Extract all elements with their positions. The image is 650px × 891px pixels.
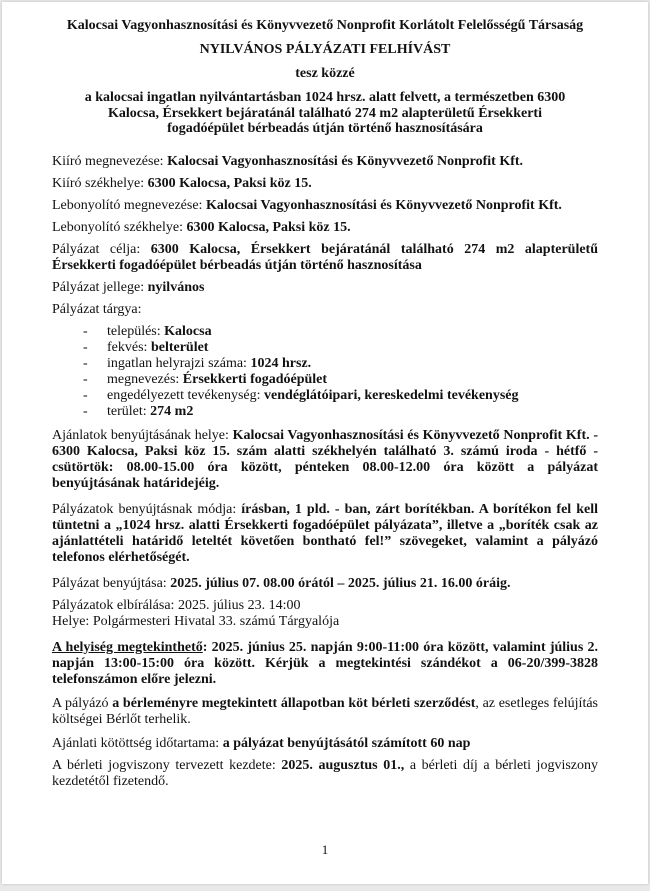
paragraph-lebonyolito-szekhelye: Lebonyolító székhelye: 6300 Kalocsa, Paksi köz 15. bbox=[52, 219, 351, 235]
paragraph-ajanlati-kotottseg: Ajánlati kötöttség időtartama: a pályázat benyújtásától számított 60 nap bbox=[52, 735, 471, 751]
document-page bbox=[2, 2, 648, 884]
property-detail-list bbox=[52, 324, 598, 420]
paragraph-berleti-kezdet: A bérleti jogviszony tervezett kezdete: 2025. augusztus 01., a bérleti díj a bérleti jogviszony kezdetétől fizetendő. bbox=[52, 757, 598, 789]
list-item-tevekenyseg: - engedélyezett tevékenység: vendéglátóipari, kereskedelmi tevékenység bbox=[52, 388, 598, 404]
paragraph-palyazat-targya: Pályázat tárgya: bbox=[52, 301, 142, 317]
list-item-terulet: - terület: 274 m2 bbox=[52, 404, 598, 420]
page-number: 1 bbox=[321, 842, 329, 857]
list-item-helyrajzi-szam: - ingatlan helyrajzi száma: 1024 hrsz. bbox=[52, 356, 598, 372]
list-item-fekves: - fekvés: belterület bbox=[52, 340, 598, 356]
paragraph-ajanlatok-helye: Ajánlatok benyújtásának helye: Kalocsai Vagyonhasznosítási és Könyvvezető Nonprofit Kft. - 6300 Kalocsa, Paksi köz 15. szám alatti székhelyén található 3. számú iroda - hétfő - csütörtök: 08.00-15.00 óra között, pénteken 08.00-12.00 óra között a pályázat benyújtásának határidejéig. bbox=[52, 427, 599, 491]
paragraph-megtekintes: A helyiség megtekinthető: 2025. június 25. napján 9:00-11:00 óra között, valamint július 2. napján 13:00-15:00 óra között. Kérjük a megtekintési szándékot a 06-20/399-3828 telefonszámon előre jelezni. bbox=[52, 639, 598, 687]
paragraph-elbiralas: Pályázatok elbírálása: 2025. július 23. 14:00 bbox=[52, 597, 301, 613]
paragraph-szerzodes: A pályázó a bérleményre megtekintett állapotban köt bérleti szerződést, az esetleges felújítás költségei Bérlőt terhelik. bbox=[52, 695, 598, 727]
list-item-telepules: - település: Kalocsa bbox=[52, 324, 598, 340]
paragraph-lebonyolito-megnevezese: Lebonyolító megnevezése: Kalocsai Vagyonhasznosítási és Könyvvezető Nonprofit Kft. bbox=[52, 197, 562, 213]
header-organization: Kalocsai Vagyonhasznosítási és Könyvvezető Nonprofit Korlátolt Felelősségű Társaság bbox=[66, 18, 584, 33]
paragraph-palyazat-benyujtasa: Pályázat benyújtása: 2025. július 07. 08.00 órától – 2025. július 21. 16.00 óráig. bbox=[52, 575, 511, 591]
paragraph-benyujtas-modja: Pályázatok benyújtásnak módja: írásban, 1 pld. - ban, zárt borítékban. A borítékon fel kell tüntetni a „1024 hrsz. alatti Érsekkerti fogadóépület pályázata”, illetve a „boríték csak az ajánlattételi határidő leteltét követően bontható fel!” szövegeket, valamint a pályázó telefonos elérhetőségét. bbox=[52, 501, 598, 565]
list-item-megnevezes: - megnevezés: Érsekkerti fogadóépület bbox=[52, 372, 598, 388]
paragraph-elbiralas-helye: Helye: Polgármesteri Hivatal 33. számú Tárgyalója bbox=[52, 613, 340, 629]
paragraph-palyazat-celja: Pályázat célja: 6300 Kalocsa, Érsekkert bejáratánál található 274 m2 alapterületű Érsekkerti fogadóépület bérbeadás útján történő hasznosítása bbox=[52, 241, 598, 273]
paragraph-kiiro-szekhelye: Kiíró székhelye: 6300 Kalocsa, Paksi köz 15. bbox=[52, 175, 312, 191]
header-subtitle: tesz közzé bbox=[295, 66, 355, 81]
paragraph-palyazat-jellege: Pályázat jellege: nyilvános bbox=[52, 279, 205, 295]
paragraph-kiiro-megnevezese: Kiíró megnevezése: Kalocsai Vagyonhasznosítási és Könyvvezető Nonprofit Kft. bbox=[52, 153, 524, 169]
document-title: NYILVÁNOS PÁLYÁZATI FELHÍVÁST bbox=[199, 42, 451, 57]
header-subject: a kalocsai ingatlan nyilvántartásban 1024 hrsz. alatt felvett, a természetben 6300 Kalocsa, Érsekkert bejáratánál található 274 m2 alapterületű Érsekkerti fogadóépület bérbeadás útján történő hasznosítására bbox=[84, 90, 566, 136]
